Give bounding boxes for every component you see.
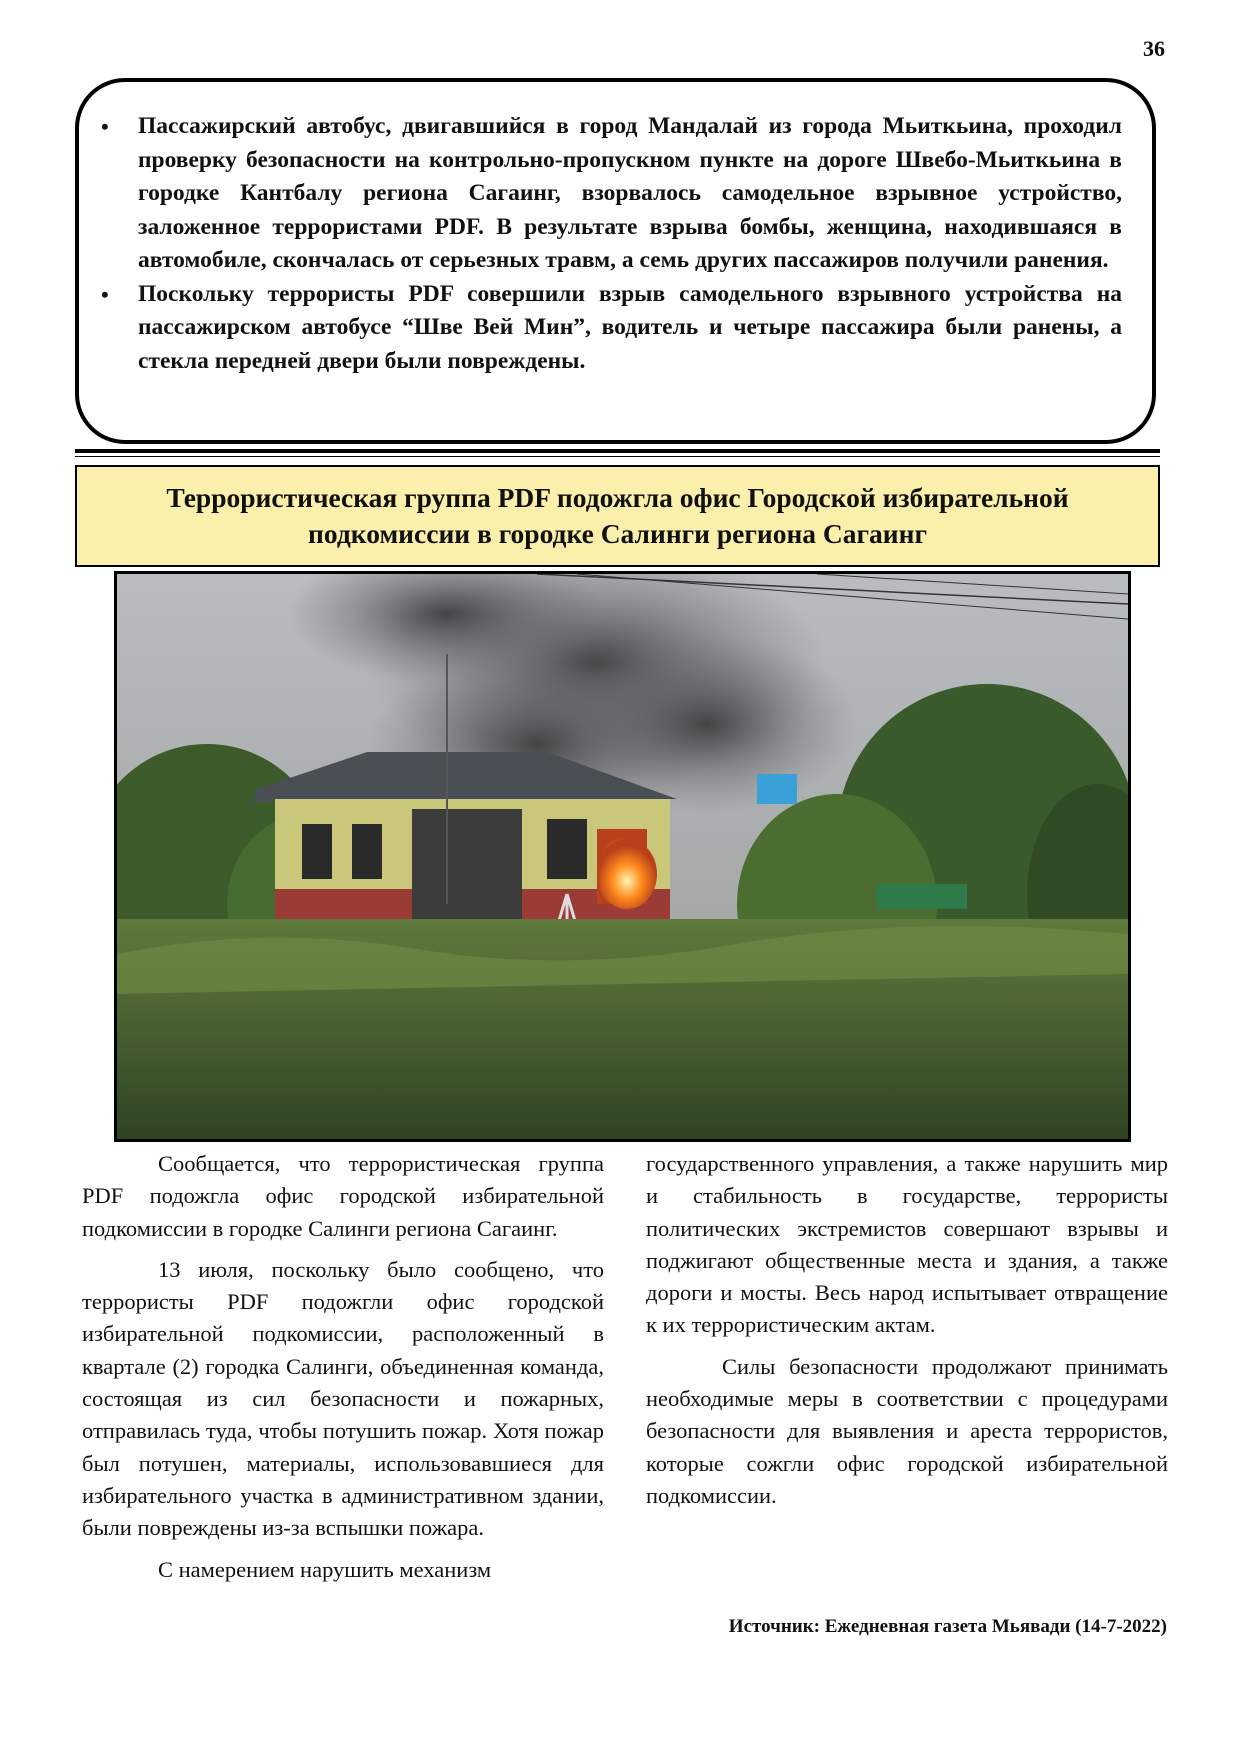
article-column-right <box>646 1148 1168 1521</box>
article-paragraph: С намерением нарушить механизм <box>158 1556 492 1582</box>
headline-line-2: подкомиссии в городке Салинги региона Сагаинг <box>308 518 927 549</box>
article-paragraph: Сообщается, что террористическая группа PDF подожгла офис городской избирательной подкомиссии в городке Салинги региона Сагаинг. <box>82 1151 604 1241</box>
source-credit: Источник: Ежедневная газета Мьявади (14-7-2022) <box>728 1616 1167 1637</box>
section-divider <box>75 449 1160 453</box>
news-summary-box <box>75 78 1156 444</box>
news-photo <box>114 571 1131 1142</box>
headline-line-1: Террористическая группа PDF подожгла офис Городской избирательной <box>166 482 1069 513</box>
bullet-item <box>101 110 1122 278</box>
bullet-text: Пассажирский автобус, двигавшийся в город Мандалай из города Мьиткьина, проходил проверку безопасности на контрольно-пропускном пункте на дороге Швебо-Мьиткьина в городке Кантбалу региона Сагаинг, взорвалось самодельное взрывное устройство, заложенное террористами PDF. В результате взрыва бомбы, женщина, находившаяся в автомобиле, скончалась от серьезных травм, а семь других пассажиров получили ранения. <box>138 113 1122 273</box>
bullet-list <box>101 110 1122 378</box>
bullet-dot-icon: • <box>101 281 109 307</box>
burning-building-photo <box>117 574 1128 1139</box>
page-number: 36 <box>1143 36 1165 61</box>
article-paragraph-continuation: государственного управления, а также нарушить мир и стабильность в государстве, террористы политических экстремистов совершают взрывы и поджигают общественные места и здания, а также дороги и мосты. Весь народ испытывает отвращение к их террористическим актам. <box>646 1151 1168 1338</box>
bullet-text: Поскольку террористы PDF совершили взрыв самодельного взрывного устройства на пассажирском автобусе “Шве Вей Мин”, водитель и четыре пассажира были ранены, а стекла передней двери были повреждены. <box>138 280 1122 374</box>
article-paragraph: 13 июля, поскольку было сообщено, что террористы PDF подожгли офис городской избирательной подкомиссии, расположенный в квартале (2) городка Салинги, объединенная команда, состоящая из сил безопасности и пожарных, отправилась туда, чтобы потушить пожар. Хотя пожар был потушен, материалы, использовавшиеся для избирательного участка в административном здании, были повреждены из-за вспышки пожара. <box>82 1256 604 1541</box>
section-divider-thin <box>75 456 1160 457</box>
article-headline <box>75 465 1160 567</box>
bullet-dot-icon: • <box>101 114 109 139</box>
article-paragraph: Силы безопасности продолжают принимать необходимые меры в соответствии с процедурами безопасности для выявления и ареста террористов, которые сожгли офис городской избирательной подкомиссии. <box>646 1353 1168 1508</box>
bullet-item <box>101 278 1122 379</box>
article-column-left <box>82 1148 604 1595</box>
